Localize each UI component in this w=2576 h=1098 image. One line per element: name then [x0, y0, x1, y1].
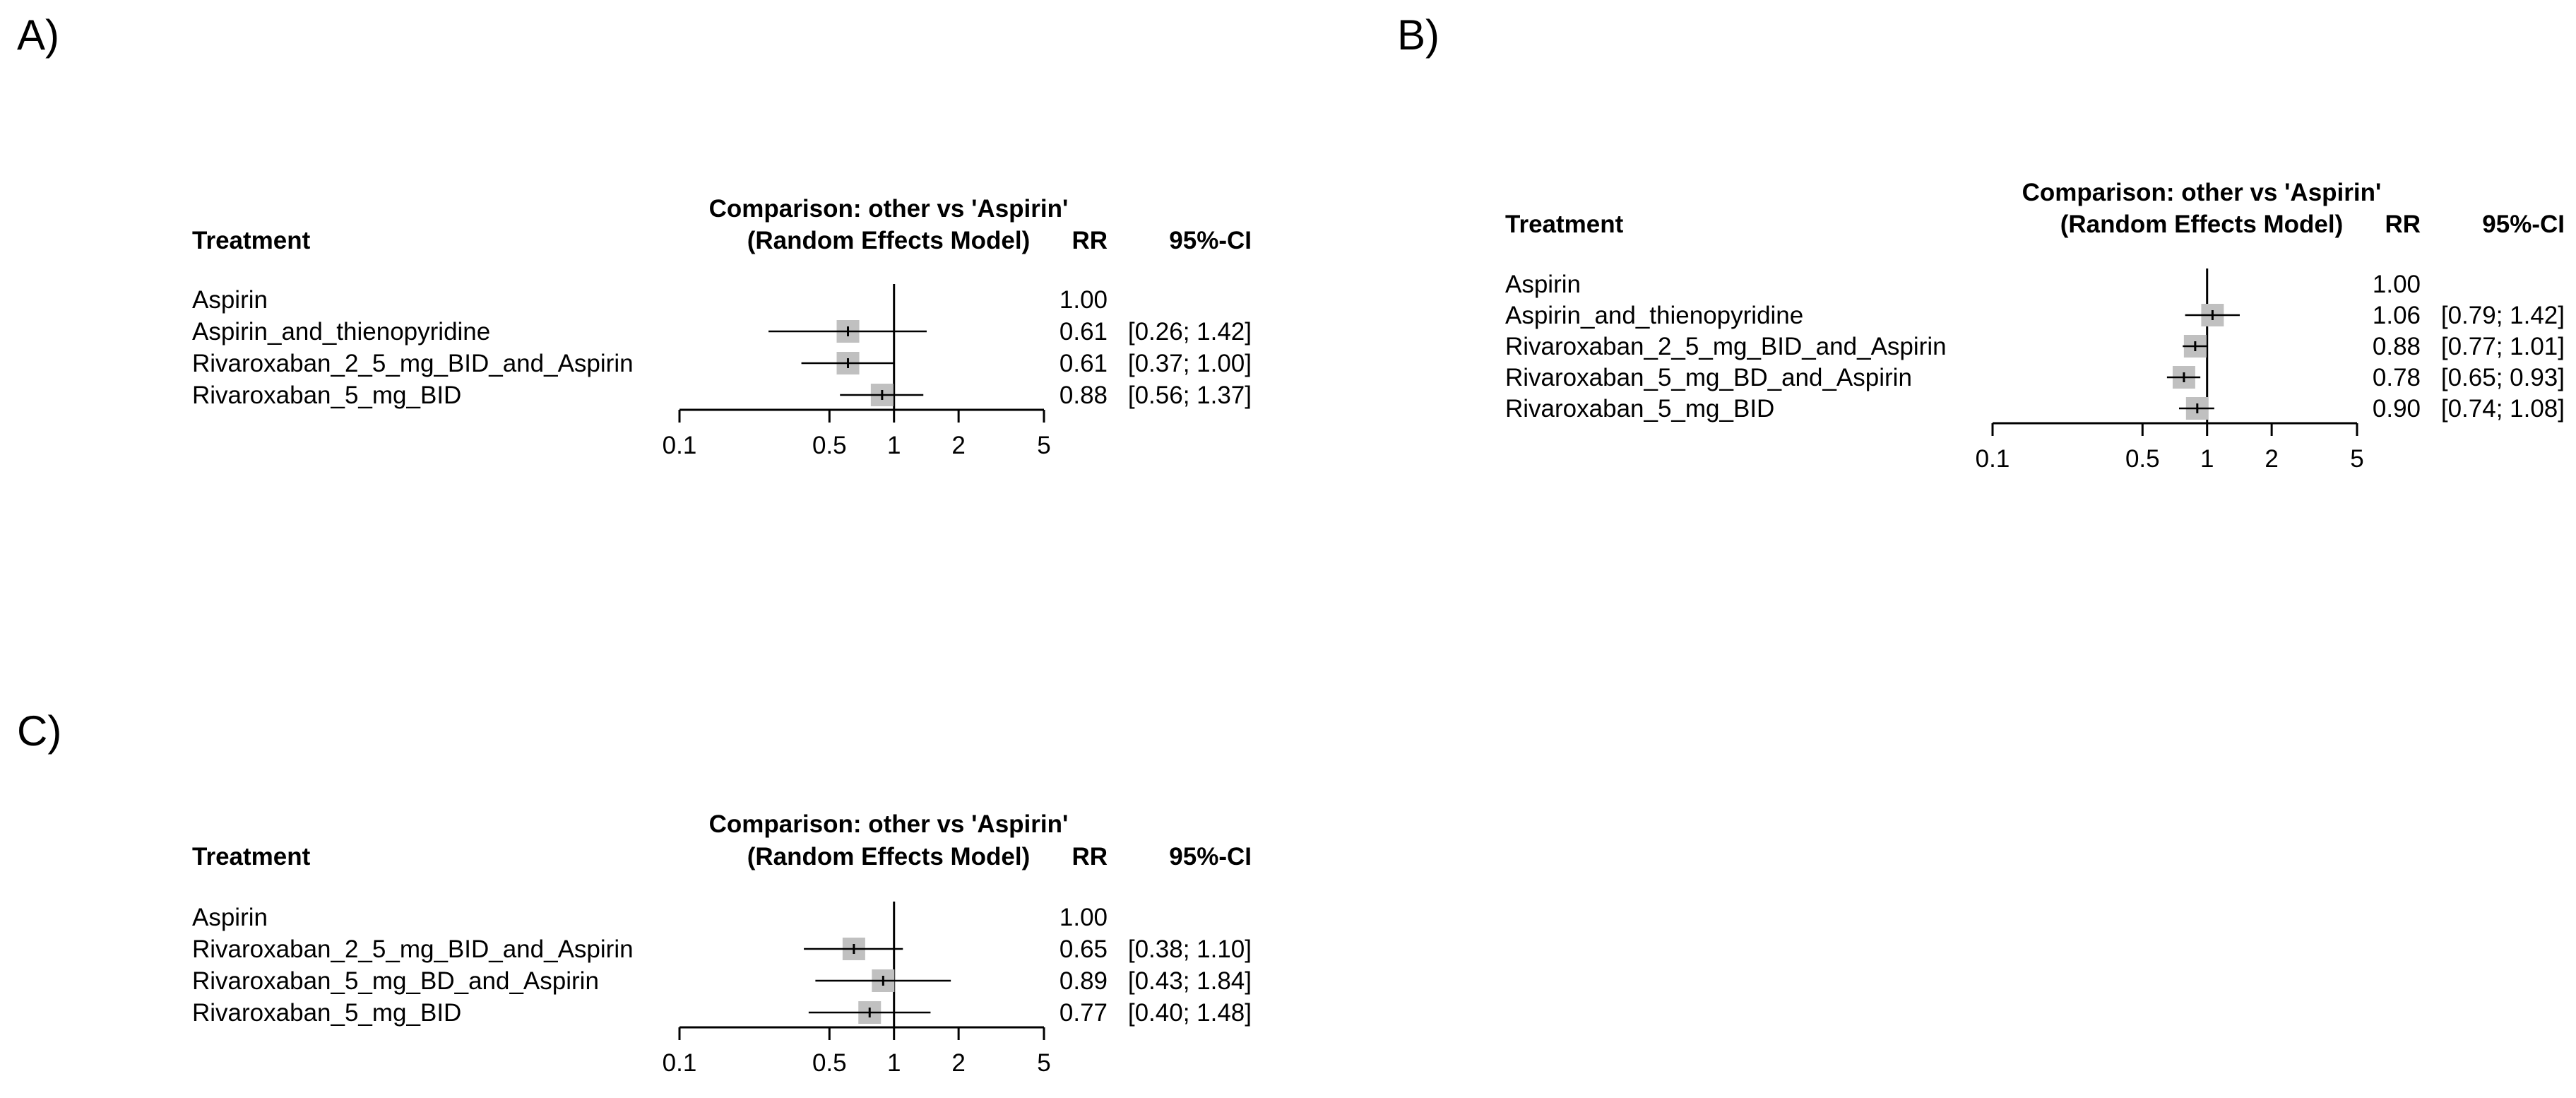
- x-tick-label: 2: [2265, 445, 2279, 473]
- x-tick-label: 5: [1037, 432, 1051, 459]
- header-treatment: Treatment: [192, 843, 311, 870]
- treatment-label: Rivaroxaban_2_5_mg_BID_and_Aspirin: [192, 935, 634, 963]
- treatment-label: Rivaroxaban_2_5_mg_BID_and_Aspirin: [192, 350, 634, 377]
- x-tick-label: 1: [886, 432, 901, 459]
- treatment-label: Rivaroxaban_2_5_mg_BID_and_Aspirin: [1505, 333, 1947, 360]
- treatment-label: Rivaroxaban_5_mg_BD_and_Aspirin: [1505, 364, 1912, 391]
- rr-value: 0.90: [2372, 395, 2421, 423]
- x-tick-label: 0.1: [662, 1049, 697, 1077]
- panel-letter-b: B): [1397, 11, 1440, 59]
- ci-value: [0.43; 1.84]: [1127, 967, 1252, 995]
- panel-c: [17, 707, 1252, 1077]
- rr-value: 0.88: [1059, 382, 1108, 409]
- header-comparison-line2: (Random Effects Model): [747, 227, 1031, 254]
- panel-a: [17, 11, 1252, 459]
- treatment-label: Aspirin: [192, 286, 268, 314]
- treatment-label: Rivaroxaban_5_mg_BID: [192, 999, 462, 1027]
- treatment-label: Rivaroxaban_5_mg_BID: [192, 382, 462, 409]
- rr-value: 0.89: [1059, 967, 1108, 995]
- header-rr: RR: [1072, 227, 1108, 254]
- header-treatment: Treatment: [192, 227, 311, 254]
- ci-value: [0.56; 1.37]: [1127, 382, 1252, 409]
- rr-value: 1.00: [1059, 904, 1108, 931]
- ci-value: [0.74; 1.08]: [2440, 395, 2565, 423]
- x-tick-label: 5: [2350, 445, 2364, 473]
- treatment-label: Aspirin: [192, 904, 268, 931]
- header-comparison-line1: Comparison: other vs 'Aspirin': [2022, 179, 2382, 206]
- x-tick-label: 0.5: [812, 432, 847, 459]
- rr-value: 1.00: [2372, 271, 2421, 298]
- rr-value: 0.77: [1059, 999, 1108, 1027]
- rr-value: 0.61: [1059, 350, 1108, 377]
- x-tick-label: 0.5: [2125, 445, 2160, 473]
- header-treatment: Treatment: [1505, 211, 1624, 238]
- treatment-label: Rivaroxaban_5_mg_BD_and_Aspirin: [192, 967, 599, 995]
- x-tick-label: 1: [886, 1049, 901, 1077]
- header-comparison-line2: (Random Effects Model): [747, 843, 1031, 870]
- header-comparison-line1: Comparison: other vs 'Aspirin': [708, 195, 1069, 223]
- panel-b: [1397, 11, 2565, 473]
- forest-plot-b: [1505, 268, 2565, 473]
- x-tick-label: 0.5: [812, 1049, 847, 1077]
- header-comparison-line1: Comparison: other vs 'Aspirin': [708, 810, 1069, 838]
- forest-plot-a: [192, 284, 1252, 459]
- ci-value: [0.26; 1.42]: [1127, 318, 1252, 346]
- x-tick-label: 2: [951, 1049, 966, 1077]
- rr-value: 0.65: [1059, 935, 1108, 963]
- panel-letter-a: A): [17, 11, 59, 59]
- rr-value: 1.00: [1059, 286, 1108, 314]
- x-tick-label: 0.1: [662, 432, 697, 459]
- ci-value: [0.37; 1.00]: [1127, 350, 1252, 377]
- treatment-label: Aspirin: [1505, 271, 1581, 298]
- rr-value: 0.88: [2372, 333, 2421, 360]
- x-tick-label: 2: [951, 432, 966, 459]
- header-rr: RR: [2385, 211, 2421, 238]
- x-tick-label: 0.1: [1975, 445, 2010, 473]
- treatment-label: Aspirin_and_thienopyridine: [192, 318, 491, 346]
- ci-value: [0.38; 1.10]: [1127, 935, 1252, 963]
- x-tick-label: 1: [2200, 445, 2214, 473]
- header-ci: 95%-CI: [1169, 227, 1252, 254]
- x-tick-label: 5: [1037, 1049, 1051, 1077]
- rr-value: 0.61: [1059, 318, 1108, 346]
- ci-value: [0.65; 0.93]: [2440, 364, 2565, 391]
- rr-value: 1.06: [2372, 302, 2421, 329]
- header-ci: 95%-CI: [2482, 211, 2565, 238]
- ci-value: [0.40; 1.48]: [1127, 999, 1252, 1027]
- header-ci: 95%-CI: [1169, 843, 1252, 870]
- header-comparison-line2: (Random Effects Model): [2060, 211, 2344, 238]
- panel-letter-c: C): [17, 707, 62, 755]
- rr-value: 0.78: [2372, 364, 2421, 391]
- treatment-label: Aspirin_and_thienopyridine: [1505, 302, 1804, 329]
- ci-value: [0.79; 1.42]: [2440, 302, 2565, 329]
- ci-value: [0.77; 1.01]: [2440, 333, 2565, 360]
- header-rr: RR: [1072, 843, 1108, 870]
- treatment-label: Rivaroxaban_5_mg_BID: [1505, 395, 1775, 423]
- forest-plot-c: [192, 902, 1252, 1077]
